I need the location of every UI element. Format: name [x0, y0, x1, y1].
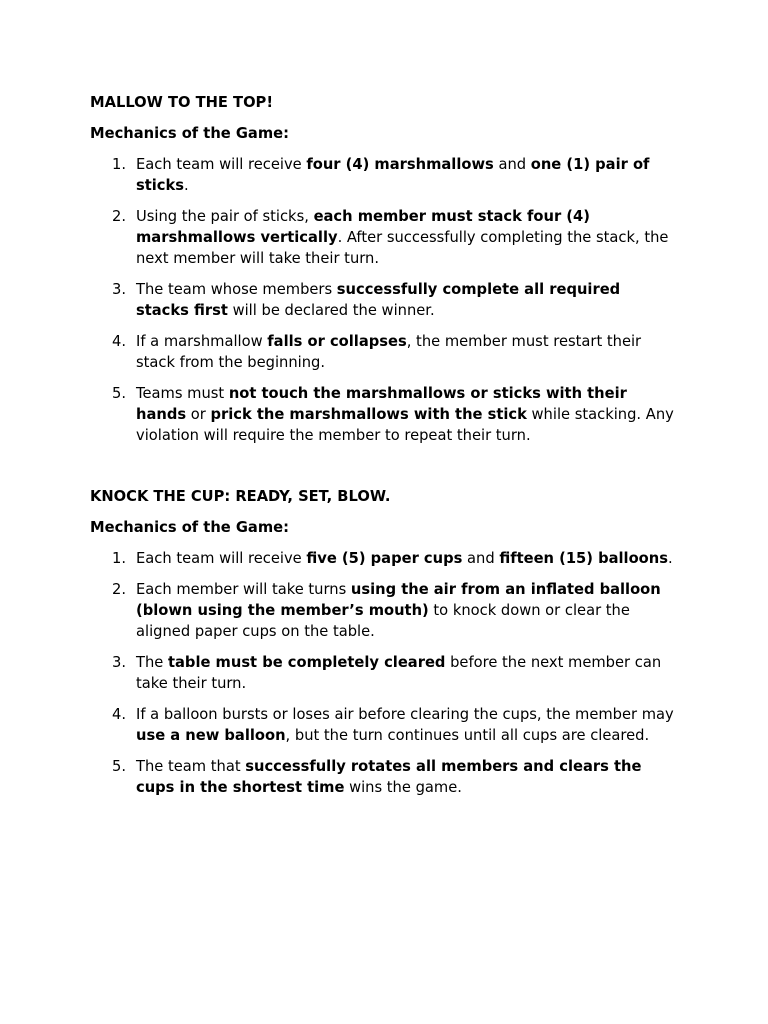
- rule-item: [90, 548, 678, 569]
- rule-text-segment: Teams must: [136, 385, 229, 402]
- rule-text-segment: If a marshmallow: [136, 333, 268, 350]
- rule-item: [90, 383, 678, 446]
- rule-text-segment: and: [493, 156, 531, 173]
- rule-text: [136, 758, 641, 796]
- rule-text: [136, 281, 620, 319]
- rule-text-bold: fifteen (15) balloons: [499, 550, 668, 567]
- rule-number: 1.: [112, 550, 127, 567]
- rule-text-segment: .: [184, 177, 189, 194]
- rule-number: 4.: [112, 706, 127, 723]
- rule-text-segment: while stacking. Any violation will require the member to repeat their turn.: [136, 406, 674, 444]
- rules-list: [90, 154, 678, 446]
- section-title: MALLOW TO THE TOP!: [90, 94, 274, 111]
- rule-text-bold: successfully rotates all members and clears the cups in the shortest time: [136, 758, 642, 796]
- rule-number: 2.: [112, 208, 127, 225]
- rule-text-bold: one (1) pair of sticks: [136, 156, 650, 194]
- rule-text-segment: or: [186, 406, 211, 423]
- rules-list: [90, 548, 678, 798]
- rule-text-segment: If a balloon bursts or loses air before clearing the cups, the member may: [136, 706, 674, 723]
- rule-item: [90, 756, 678, 798]
- rule-number: 3.: [112, 654, 127, 671]
- rule-number: 2.: [112, 581, 127, 598]
- rule-text: [136, 581, 661, 640]
- rule-item: [90, 579, 678, 642]
- section-mallow-to-the-top: [90, 92, 678, 446]
- rule-text-bold: five (5) paper cups: [306, 550, 463, 567]
- rule-text-segment: will be declared the winner.: [227, 302, 435, 319]
- mechanics-heading: Mechanics of the Game:: [90, 519, 289, 536]
- rule-text-bold: falls or collapses: [267, 333, 407, 350]
- rule-number: 5.: [112, 758, 127, 775]
- rule-text-bold: successfully complete all required stacks first: [136, 281, 621, 319]
- rule-text: [136, 156, 649, 194]
- rule-item: [90, 279, 678, 321]
- rule-text-bold: using the air from an inflated balloon (blown using the member’s mouth): [136, 581, 661, 619]
- rule-number: 5.: [112, 385, 127, 402]
- rule-text-segment: and: [462, 550, 500, 567]
- rule-text-segment: Each member will take turns: [136, 581, 351, 598]
- rule-text-segment: The team whose members: [136, 281, 337, 298]
- rule-text-bold: four (4) marshmallows: [306, 156, 494, 173]
- rule-text-segment: Each team will receive: [136, 156, 307, 173]
- rule-text-segment: The team that: [136, 758, 246, 775]
- rule-text-segment: to knock down or clear the aligned paper cups on the table.: [136, 602, 630, 640]
- rule-text-segment: The: [136, 654, 168, 671]
- rule-text: [136, 706, 674, 744]
- rule-item: [90, 206, 678, 269]
- rule-item: [90, 331, 678, 373]
- section-title: KNOCK THE CUP: READY, SET, BLOW.: [90, 488, 391, 505]
- rule-text-segment: , the member must restart their stack from the beginning.: [136, 333, 642, 371]
- rule-item: [90, 154, 678, 196]
- rule-text-segment: . After successfully completing the stack, the next member will take their turn.: [136, 229, 669, 267]
- rule-item: [90, 704, 678, 746]
- rule-text-bold: each member must stack four (4) marshmallows vertically: [136, 208, 590, 246]
- rule-text-bold: table must be completely cleared: [168, 654, 446, 671]
- rule-text: [136, 385, 674, 444]
- section-knock-the-cup: [90, 486, 678, 798]
- rule-text-segment: wins the game.: [344, 779, 462, 796]
- rule-text: [136, 654, 661, 692]
- rule-text-bold: not touch the marshmallows or sticks with their hands: [136, 385, 627, 423]
- rule-text-segment: Each team will receive: [136, 550, 307, 567]
- rule-text: [136, 333, 641, 371]
- rule-text-segment: , but the turn continues until all cups are cleared.: [285, 727, 650, 744]
- rule-item: [90, 652, 678, 694]
- rule-text: [136, 208, 668, 267]
- rule-text-segment: Using the pair of sticks,: [136, 208, 314, 225]
- rule-text-segment: before the next member can take their turn.: [136, 654, 662, 692]
- rule-number: 4.: [112, 333, 127, 350]
- rule-text-bold: prick the marshmallows with the stick: [210, 406, 527, 423]
- rule-text-segment: .: [667, 550, 673, 567]
- rule-number: 1.: [112, 156, 127, 173]
- mechanics-heading: Mechanics of the Game:: [90, 125, 289, 142]
- rule-text-bold: use a new balloon: [136, 727, 286, 744]
- rule-number: 3.: [112, 281, 127, 298]
- rule-text: [136, 550, 673, 567]
